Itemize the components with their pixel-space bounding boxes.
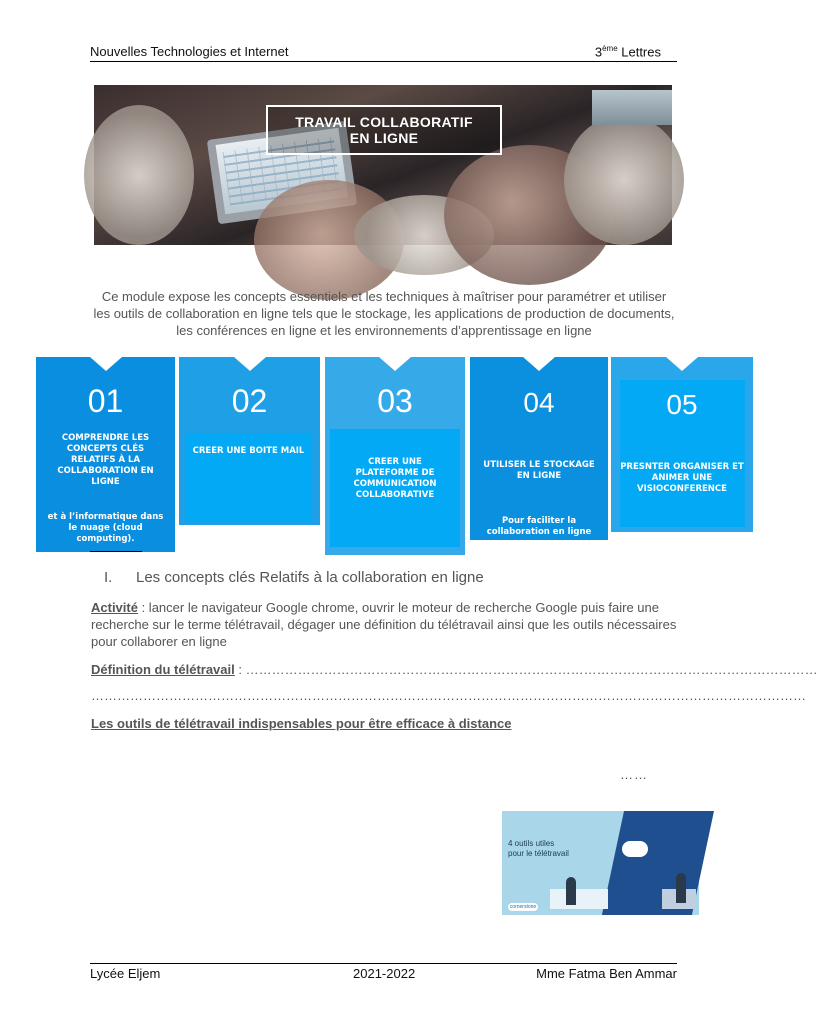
definition-label: Définition du télétravail bbox=[91, 662, 235, 677]
header-class-text: Lettres bbox=[617, 44, 661, 60]
section-number: I. bbox=[104, 569, 113, 586]
person-left-icon bbox=[566, 877, 576, 905]
card-subtext: et à l’informatique dans le nuage (cloud computing). bbox=[47, 512, 164, 544]
desk-left bbox=[550, 889, 608, 909]
banner-fur-3 bbox=[564, 115, 684, 245]
footer-teacher: Mme Fatma Ben Ammar bbox=[536, 966, 677, 981]
card-notch bbox=[234, 357, 266, 371]
card-subtext: Pour faciliter la collaboration en ligne bbox=[486, 516, 592, 537]
card-text: UTILISER LE STOCKAGE EN LIGNE bbox=[483, 460, 595, 481]
brand-logo: cornerstone bbox=[509, 904, 537, 910]
activity-paragraph bbox=[91, 599, 681, 650]
banner-title-line1: TRAVAIL COLLABORATIF bbox=[295, 114, 473, 130]
illustration-caption bbox=[508, 839, 569, 859]
tools-heading: Les outils de télétravail indispensables pour être efficace à distance bbox=[91, 716, 512, 731]
card-number: 02 bbox=[231, 383, 268, 419]
banner-title-line2: EN LIGNE bbox=[349, 130, 419, 146]
card-inner-box bbox=[185, 434, 312, 521]
card-02 bbox=[179, 357, 320, 525]
banner-fur-1 bbox=[84, 105, 194, 245]
illustration-caption-line2: pour le télétravail bbox=[508, 849, 569, 858]
card-notch bbox=[666, 357, 698, 371]
card-text: CREER UNE PLATEFORME DE COMMUNICATION COLLABORATIVE bbox=[353, 457, 437, 500]
intro-paragraph: Ce module expose les concepts essentiels et les techniques à maîtriser pour paramétrer et utiliser les outils de collaboration en ligne tels que le stockage, les applications de production de documents, les conférences en ligne et les environnements d’apprentissage en ligne bbox=[93, 289, 675, 338]
banner-title bbox=[266, 105, 502, 155]
header-class-sup: ème bbox=[602, 44, 618, 53]
card-number: 05 bbox=[666, 389, 698, 420]
card-number: 03 bbox=[377, 383, 413, 419]
card-notch bbox=[523, 357, 555, 371]
header-class-num: 3 bbox=[594, 44, 603, 60]
cloud-icon bbox=[622, 841, 648, 857]
person-right-icon bbox=[676, 873, 686, 903]
card-01 bbox=[36, 357, 175, 552]
illustration-dark-panel bbox=[602, 811, 714, 915]
divider-mark bbox=[90, 551, 142, 552]
card-number: 04 bbox=[523, 387, 555, 418]
card-text: CREER UNE BOITE MAIL bbox=[192, 446, 305, 456]
section-heading bbox=[104, 569, 484, 586]
card-03 bbox=[325, 357, 465, 555]
activity-text: : lancer le navigateur Google chrome, ouvrir le moteur de recherche Google puis faire une recherche sur le terme télétravail, dégager une définition du télétravail ainsi que les outils nécessaires pour collaborer en ligne bbox=[91, 600, 677, 649]
card-notch bbox=[379, 357, 411, 371]
card-05 bbox=[611, 357, 753, 532]
page-header bbox=[90, 42, 677, 62]
banner-image bbox=[94, 85, 672, 245]
card-text: COMPRENDRE LES CONCEPTS CLÉS RELATIFS À LA COLLABORATION EN LIGNE bbox=[57, 433, 154, 487]
section-title: Les concepts clés Relatifs à la collaboration en ligne bbox=[136, 569, 484, 586]
definition-line bbox=[91, 662, 818, 677]
illustration-caption-line1: 4 outils utiles bbox=[508, 839, 555, 848]
header-subject: Nouvelles Technologies et Internet bbox=[90, 44, 289, 59]
activity-label: Activité bbox=[91, 600, 138, 615]
small-dots: …… bbox=[620, 767, 648, 782]
banner-tv bbox=[592, 90, 672, 125]
teletravail-illustration bbox=[502, 811, 699, 915]
footer-school: Lycée Eljem bbox=[90, 966, 161, 981]
card-number: 01 bbox=[87, 383, 124, 419]
page-footer bbox=[90, 963, 677, 983]
header-class bbox=[595, 44, 661, 59]
footer-year: 2021-2022 bbox=[353, 966, 416, 981]
card-inner-box bbox=[330, 429, 460, 547]
definition-dots: : …………………………………………………………………………………………………………………… bbox=[234, 662, 818, 677]
card-04 bbox=[470, 357, 608, 540]
card-notch bbox=[90, 357, 122, 371]
answer-dots-line: ………………………………………………………………………………………………………………………………………………… bbox=[91, 688, 806, 703]
card-text: PRESNTER ORGANISER ET ANIMER UNE VISIOCONFERENCE bbox=[620, 462, 744, 494]
